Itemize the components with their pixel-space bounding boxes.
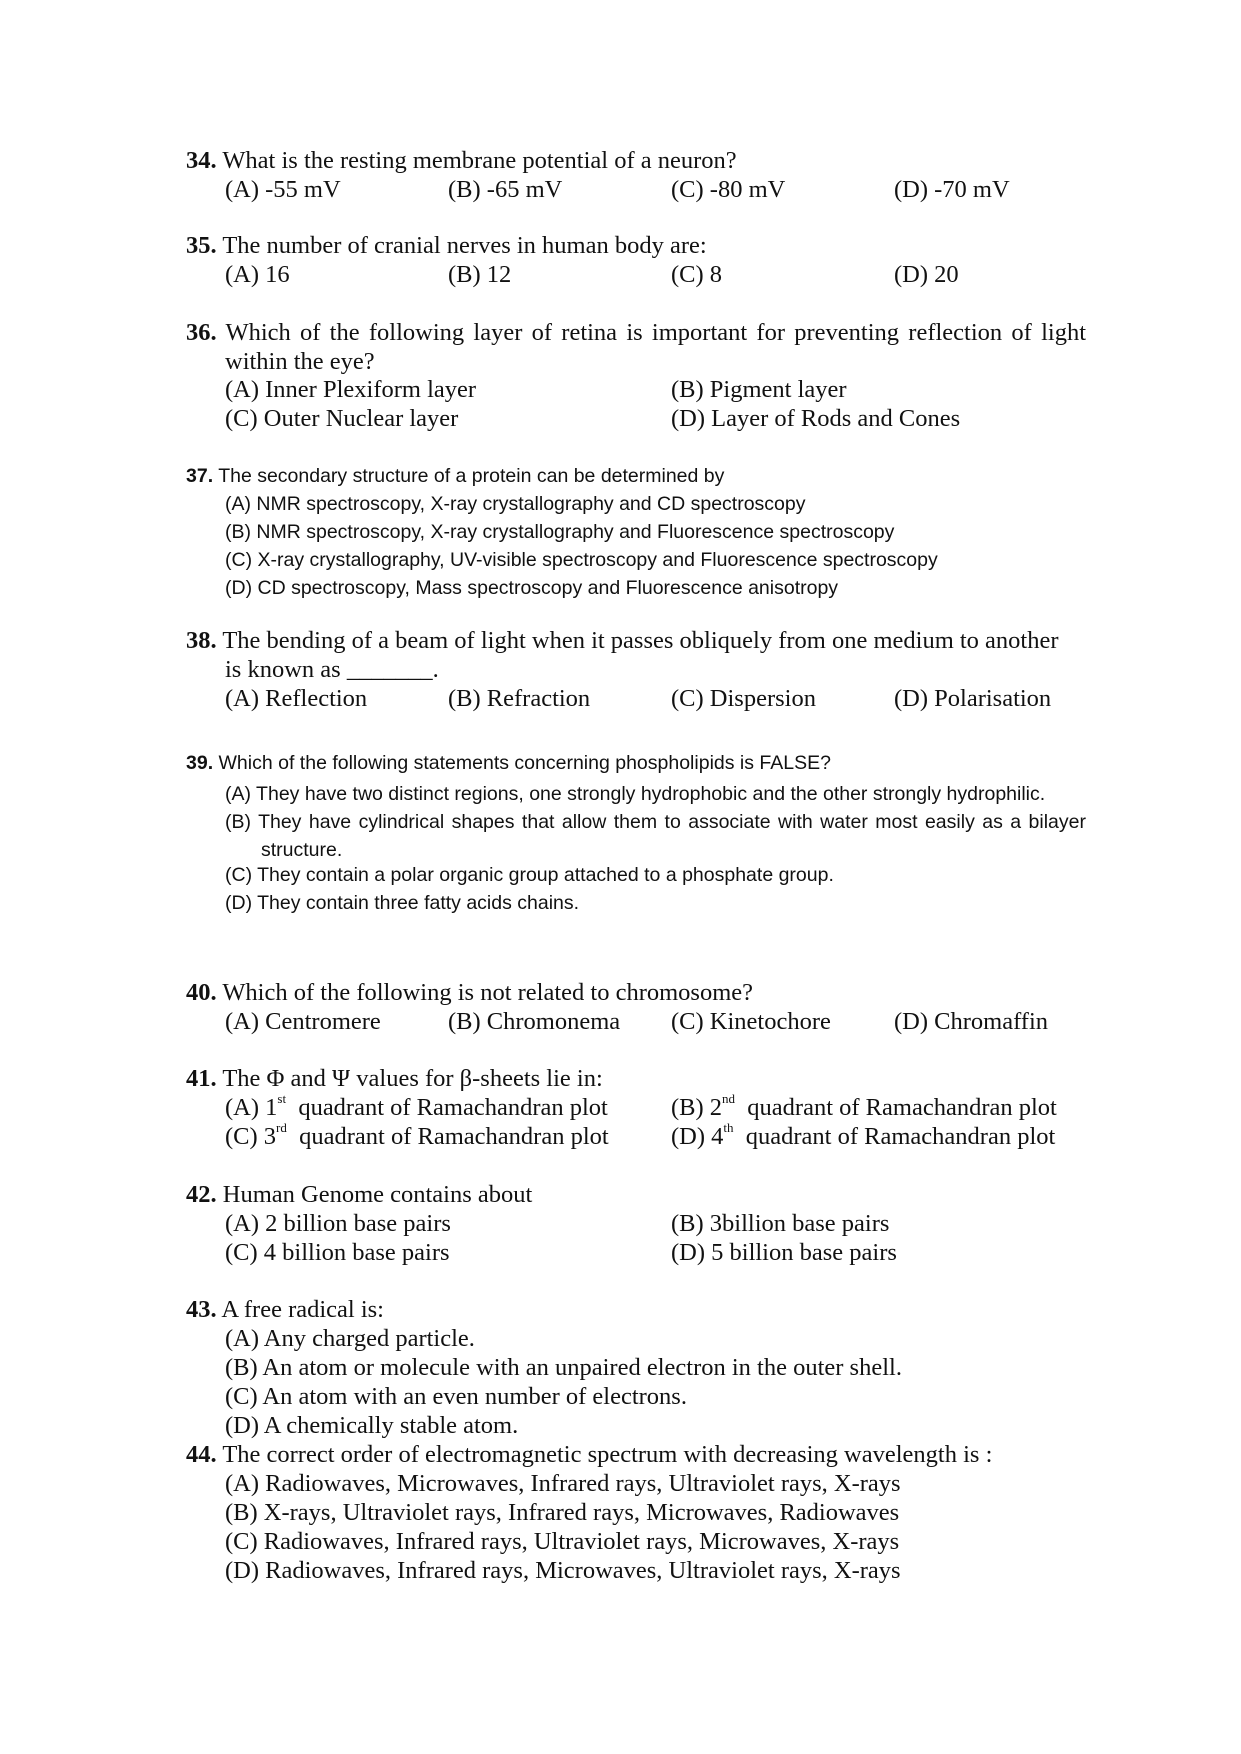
option-c: (C) -80 mV — [671, 176, 786, 203]
question-stem: The Φ and Ψ values for β-sheets lie in: — [222, 1065, 603, 1092]
question-stem: Which of the following statements concerning phospholipids is FALSE? — [218, 752, 831, 774]
question-number: 34. — [186, 147, 217, 174]
question-34 — [186, 147, 1086, 205]
option-a: (A) Any charged particle. — [225, 1325, 475, 1352]
question-number: 40. — [186, 979, 217, 1006]
option-c: (C) They contain a polar organic group attached to a phosphate group. — [225, 864, 834, 886]
question-number: 44. — [186, 1441, 217, 1468]
question-stem: A free radical is: — [221, 1296, 384, 1323]
option-b: (B) NMR spectroscopy, X-ray crystallography and Fluorescence spectroscopy — [225, 521, 895, 543]
question-stem: The secondary structure of a protein can be determined by — [218, 465, 725, 487]
option-b: (B) 2nd quadrant of Ramachandran plot — [671, 1091, 1057, 1121]
option-d: (D) Polarisation — [894, 685, 1052, 712]
option-d: (D) 20 — [894, 261, 959, 288]
option-b: (B) Pigment layer — [671, 376, 847, 403]
option-b: (B) 12 — [448, 261, 512, 288]
option-a: (A) Reflection — [225, 685, 368, 712]
option-c: (C) 4 billion base pairs — [225, 1239, 450, 1266]
option-b: (B) Chromonema — [448, 1008, 621, 1035]
option-c: (C) 3rd quadrant of Ramachandran plot — [225, 1120, 609, 1150]
question-stem-continued: is known as _______. — [225, 656, 439, 683]
option-d: (D) Layer of Rods and Cones — [671, 405, 961, 432]
option-b: (B) -65 mV — [448, 176, 563, 203]
question-stem: What is the resting membrane potential of a neuron? — [222, 147, 737, 174]
question-35 — [186, 232, 1086, 290]
option-d: (D) -70 mV — [894, 176, 1010, 203]
option-a: (A) -55 mV — [225, 176, 341, 203]
question-stem: Which of the following layer of retina is important for preventing reflection of light within the eye? — [225, 319, 1086, 375]
question-number: 42. — [186, 1181, 217, 1208]
question-43 — [186, 1296, 1086, 1441]
question-number: 41. — [186, 1065, 217, 1092]
question-number: 37. — [186, 465, 214, 487]
option-d: (D) Chromaffin — [894, 1008, 1048, 1035]
option-d: (D) Radiowaves, Infrared rays, Microwaves, Ultraviolet rays, X-rays — [225, 1557, 901, 1584]
question-40 — [186, 979, 1086, 1037]
option-a: (A) NMR spectroscopy, X-ray crystallography and CD spectroscopy — [225, 493, 806, 515]
option-c: (C) Kinetochore — [671, 1008, 831, 1035]
option-d: (D) They contain three fatty acids chains. — [225, 892, 580, 914]
option-d: (D) 4th quadrant of Ramachandran plot — [671, 1120, 1056, 1150]
question-37 — [186, 465, 1086, 605]
question-36 — [186, 318, 1086, 434]
question-stem: The correct order of electromagnetic spectrum with decreasing wavelength is : — [222, 1441, 993, 1468]
option-c: (C) Radiowaves, Infrared rays, Ultraviolet rays, Microwaves, X-rays — [225, 1528, 900, 1555]
option-b: (B) An atom or molecule with an unpaired electron in the outer shell. — [225, 1354, 902, 1381]
question-number: 35. — [186, 232, 217, 259]
option-d: (D) A chemically stable atom. — [225, 1412, 519, 1439]
question-number: 38. — [186, 627, 217, 654]
option-d: (D) CD spectroscopy, Mass spectroscopy and Fluorescence anisotropy — [225, 577, 839, 599]
question-stem: The number of cranial nerves in human body are: — [222, 232, 707, 259]
question-number: 43. — [186, 1296, 217, 1323]
option-b: (B) They have cylindrical shapes that allow them to associate with water most easily as a bilayer structure. — [225, 811, 1086, 861]
question-stem: The bending of a beam of light when it passes obliquely from one medium to another — [222, 627, 1059, 654]
question-number: 36. — [186, 319, 217, 346]
question-41 — [186, 1065, 1086, 1152]
question-44 — [186, 1441, 1086, 1586]
question-stem: Human Genome contains about — [222, 1181, 533, 1208]
option-c: (C) An atom with an even number of electrons. — [225, 1383, 687, 1410]
option-b: (B) X-rays, Ultraviolet rays, Infrared rays, Microwaves, Radiowaves — [225, 1499, 900, 1526]
question-42 — [186, 1181, 1086, 1268]
option-c: (C) Outer Nuclear layer — [225, 405, 459, 432]
option-a: (A) 1st quadrant of Ramachandran plot — [225, 1091, 608, 1121]
option-c: (C) Dispersion — [671, 685, 816, 712]
option-c: (C) 8 — [671, 261, 723, 288]
option-b: (B) 3billion base pairs — [671, 1210, 890, 1237]
option-a: (A) Inner Plexiform layer — [225, 376, 477, 403]
question-38 — [186, 627, 1086, 714]
question-39 — [186, 752, 1086, 920]
option-b: (B) Refraction — [448, 685, 591, 712]
question-stem: Which of the following is not related to chromosome? — [222, 979, 754, 1006]
option-a: (A) 16 — [225, 261, 290, 288]
option-d: (D) 5 billion base pairs — [671, 1239, 897, 1266]
option-a: (A) 2 billion base pairs — [225, 1210, 451, 1237]
question-number: 39. — [186, 752, 214, 774]
option-a: (A) They have two distinct regions, one strongly hydrophobic and the other strongly hydrophilic. — [225, 783, 1046, 805]
option-a: (A) Centromere — [225, 1008, 381, 1035]
option-a: (A) Radiowaves, Microwaves, Infrared rays, Ultraviolet rays, X-rays — [225, 1470, 901, 1497]
option-c: (C) X-ray crystallography, UV-visible spectroscopy and Fluorescence spectroscopy — [225, 549, 938, 571]
